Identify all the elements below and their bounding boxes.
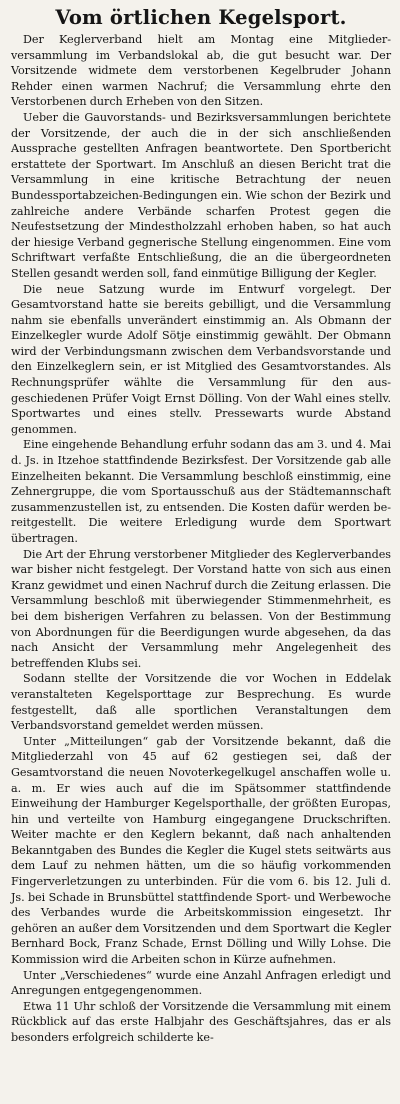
article-paragraph-8: Unter „Verschiedenes“ wurde eine Anzahl Anfragen erledigt und Anregungen entgegengenommen. bbox=[11, 968, 391, 998]
article-paragraph-3: Die neue Satzung wurde im Entwurf vorgelegt. Der Gesamtvorstand hatte sie bereits gebilligt, und die Versammlung nahm sie ebenfalls unverändert einstimmig an. Als Obmann der Einzelkegler wurde Adolf Sötje einstimmig gewählt. Der Obmann wird der Verbindungsmann zwischen dem Verbandsvorstande und den Einzelkeglern sein, er ist Mitglied des Gesamtvorstandes. Als Rechnungsprüfer wählte die Versammlung für den ausgeschiedenen Prüfer Voigt Ernst Dölling. Von der Wahl eines stellv. Sportwartes und eines stellv. Pressewarts wurde Abstand genommen. bbox=[11, 282, 391, 436]
article-paragraph-5: Die Art der Ehrung verstorbener Mitglieder des Keglerverbandes war bisher nicht festgelegt. Der Vorstand hatte von sich aus einen Kranz gewidmet und einen Nachruf durch die Zeitung erlassen. Die Versammlung beschloß mit überwiegender Stimmenmehrheit, es bei dem bisherigen Verfahren zu belassen. Von der Bestimmung von Abordnungen für die Beerdigungen wurde abgesehen, da das nach Ansicht der Versammlung mehr Angelegenheit des betreffenden Klubs sei. bbox=[11, 547, 391, 670]
article-paragraph-4: Eine eingehende Behandlung erfuhr sodann das am 3. und 4. Mai d. Js. in Itzehoe stattfindende Bezirksfest. Der Vorsitzende gab alle Einzelheiten bekannt. Die Versammlung beschloß einstimmig, eine Zehnergruppe, die vom Sportausschuß aus der Städtemannschaft zusammenzustellen ist, zu entsenden. Die Kosten dafür werden bereitgestellt. Die weitere Erledigung wurde dem Sportwart übertragen. bbox=[11, 438, 391, 545]
article-paragraph-2: Ueber die Gauvorstands- und Bezirksversammlungen berichtete der Vorsitzende, der auch die in der sich anschließenden Aussprache gestellten Anfragen beantwortete. Den Sportbericht erstattete der Sportwart. Im Anschluß an diesen Bericht trat die Versammlung in eine kritische Betrachtung der neuen Bundessportabzeichen-Bedingungen ein. Wie schon der Bezirk und zahlreiche andere Verbände scharfen Protest gegen die Neufestsetzung der Mindestholzzahl erhoben haben, so hat auch der hiesige Verband gegnerische Stellung eingenommen. Eine vom Schriftwart verfaßte Entschließung, die an die übergeordneten Stellen gesandt werden soll, fand einmütige Billigung der Kegler. bbox=[11, 110, 391, 280]
article-paragraph-6: Sodann stellte der Vorsitzende die vor Wochen in Eddelak veranstalteten Kegelsporttage zur Besprechung. Es wurde festgestellt, daß alle sportlichen Veranstaltungen dem Verbandsvorstand gemeldet werden müssen. bbox=[11, 672, 391, 733]
article-paragraph-7: Unter „Mitteilungen“ gab der Vorsitzende bekannt, daß die Mitgliederzahl von 45 auf 62 gestiegen sei, daß der Gesamtvorstand die neuen Novoterkegelkugel anschaffen wolle u. a. m. Er wies auch auf die im Spätsommer stattfindende Einweihung der Hamburger Kegelsporthalle, der größten Europas, hin und verteilte von Hamburg eingegangene Druckschriften. Weiter machte er den Keglern bekannt, daß nach anhaltenden Bekanntgaben des Bundes die Kegler die Kugel stets seitwärts aus dem Lauf zu nehmen hätten, um die so häufig vorkommenden Fingerverletzungen zu unterbinden. Für die vom 6. bis 12. Juli d. Js. bei Schade in Brunsbüttel stattfindende Sport- und Werbewoche des Verbandes wurde die Arbeitskommission eingesetzt. Ihr gehören an außer dem Vorsitzenden und dem Sportwart die Kegler Bernhard Bock, Franz Schade, Ernst Dölling und Willy Lohse. Die Kommission wird die Arbeiten schon in Kürze aufnehmen. bbox=[11, 734, 391, 967]
article-paragraph-9: Etwa 11 Uhr schloß der Vorsitzende die Versammlung mit einem Rückblick auf das erste Halbjahr des Geschäftsjahres, das er als besonders erfolgreich schilderte ke- bbox=[11, 999, 391, 1044]
article-paragraph-1: Der Keglerverband hielt am Montag eine Mitgliederversammlung im Verbandslokal ab, die gut besucht war. Der Vorsitzende widmete dem verstorbenen Kegelbruder Johann Rehder einen warmen Nachruf; die Versammlung ehrte den Verstorbenen durch Erheben von den Sitzen. bbox=[11, 33, 391, 109]
article-headline: Vom örtlichen Kegelsport. bbox=[55, 6, 347, 29]
